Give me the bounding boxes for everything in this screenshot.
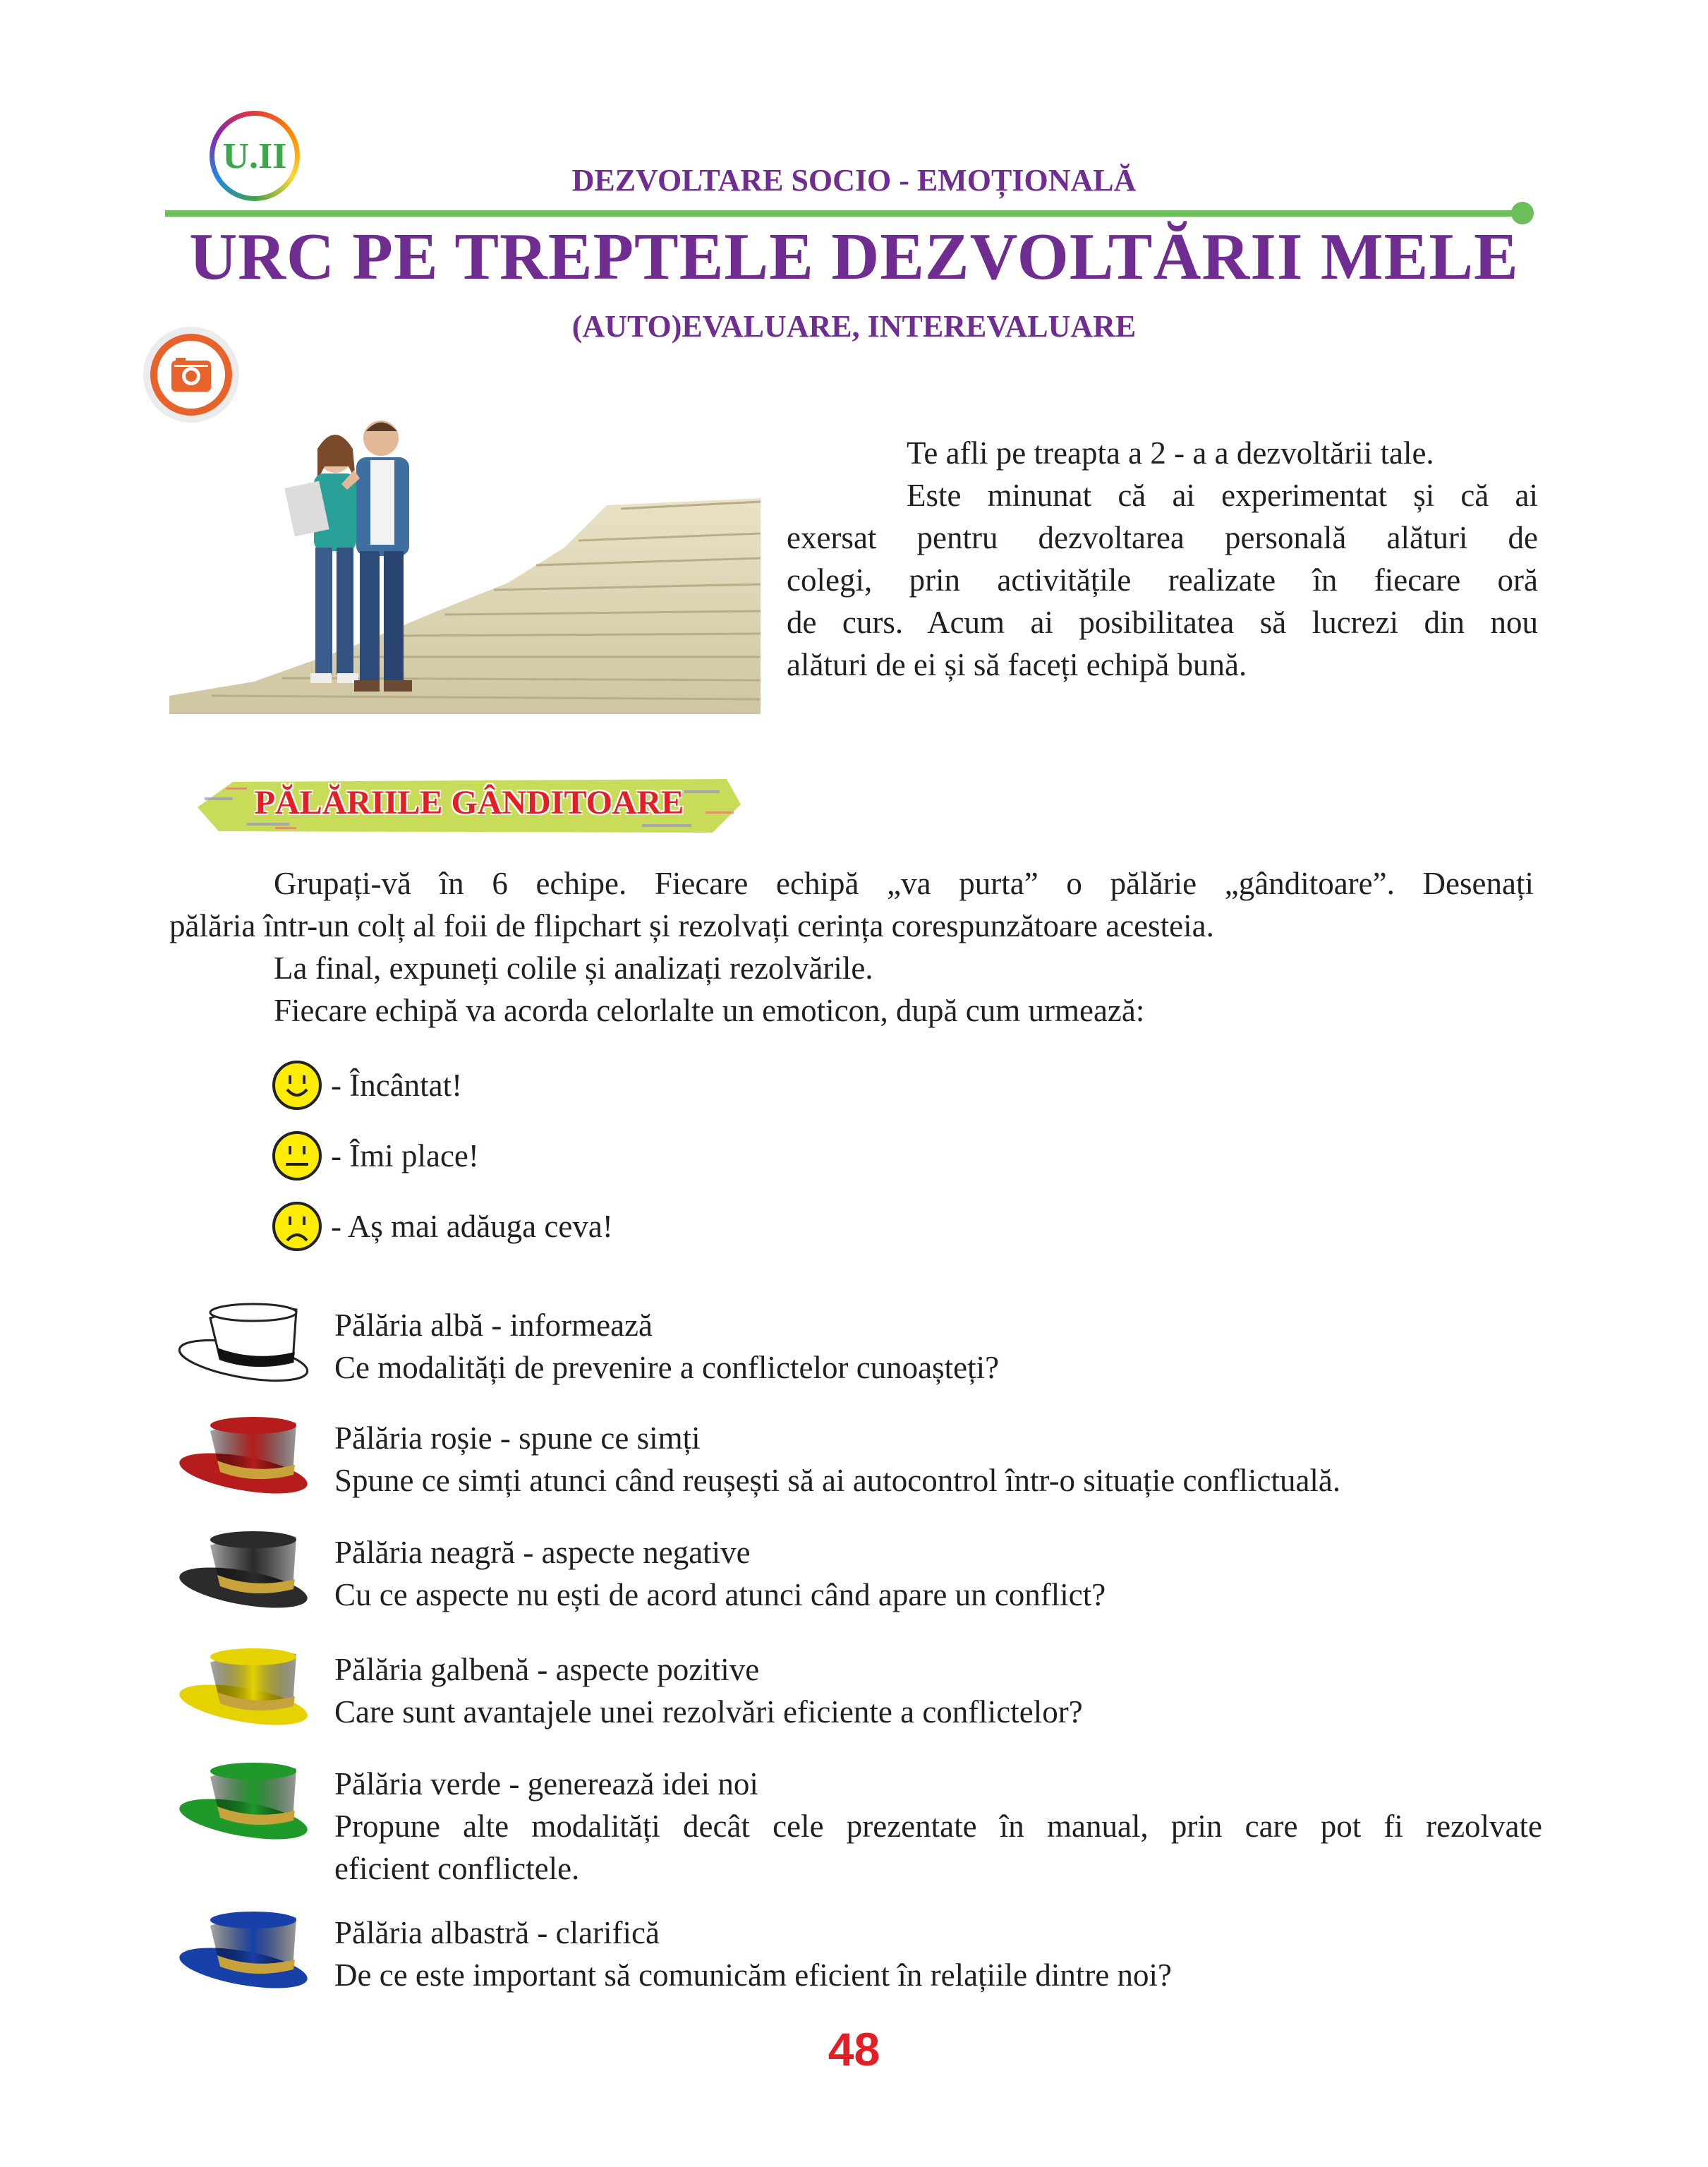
top-hat-icon bbox=[176, 1756, 317, 1847]
hat-description bbox=[334, 1648, 1542, 1733]
hat-title: Pălăria verde - generează idei noi bbox=[334, 1766, 758, 1801]
activity-heading: PĂLĂRIILE GÂNDITOARE bbox=[254, 784, 684, 821]
hat-description bbox=[334, 1531, 1542, 1616]
top-hat-icon bbox=[176, 1641, 317, 1733]
camera-icon bbox=[143, 327, 239, 423]
top-hat-icon bbox=[176, 1297, 317, 1389]
hat-question: eficient conflictele. bbox=[334, 1851, 580, 1886]
hat-question: Care sunt avantajele unei rezolvări eficiente a conflictelor? bbox=[334, 1694, 1083, 1730]
hat-title: Pălăria albastră - clarifică bbox=[334, 1915, 660, 1950]
hat-question: Propune alte modalități decât cele prezentate în manual, prin care pot fi rezolvate bbox=[334, 1809, 1542, 1844]
emoticon-label: - Aș mai adăuga ceva! bbox=[331, 1209, 613, 1244]
page-subtitle: (AUTO)EVALUARE, INTEREVALUARE bbox=[571, 309, 1137, 344]
intro-line: exersat pentru dezvoltarea personală alături de bbox=[787, 520, 1538, 555]
emoticon-label: - Încântat! bbox=[331, 1068, 463, 1103]
hat-description bbox=[334, 1763, 1542, 1890]
emoticon-item bbox=[272, 1061, 462, 1110]
neutral-face-icon bbox=[272, 1130, 322, 1181]
hat-question: Ce modalități de prevenire a conflictelor cunoașteți? bbox=[334, 1350, 1000, 1385]
divider bbox=[165, 210, 1520, 217]
section-label: DEZVOLTARE SOCIO - EMOȚIONALĂ bbox=[571, 163, 1137, 198]
hat-question: De ce este important să comunicăm eficient în relațiile dintre noi? bbox=[334, 1957, 1173, 1993]
hat-description bbox=[334, 1912, 1542, 1996]
emoticon-label: - Îmi place! bbox=[331, 1138, 479, 1173]
instruction-line: Fiecare echipă va acorda celorlalte un emoticon, după cum urmează: bbox=[274, 993, 1145, 1028]
instruction-line: pălăria într-un colț al foii de flipchart și rezolvați cerința corespunzătoare acesteia. bbox=[169, 908, 1214, 943]
intro-line: colegi, prin activitățile realizate în fiecare oră bbox=[787, 562, 1538, 598]
hat-title: Pălăria neagră - aspecte negative bbox=[334, 1535, 751, 1570]
intro-line: Te afli pe treapta a 2 - a a dezvoltării tale. bbox=[907, 435, 1434, 471]
activity-instructions bbox=[169, 862, 1534, 1032]
hat-title: Pălăria roșie - spune ce simți bbox=[334, 1420, 701, 1456]
unit-badge-label: U.II bbox=[214, 116, 295, 196]
hat-title: Pălăria galbenă - aspecte pozitive bbox=[334, 1652, 760, 1687]
hat-question: Cu ce aspecte nu ești de acord atunci când apare un conflict? bbox=[334, 1577, 1106, 1612]
top-hat-icon bbox=[176, 1524, 317, 1616]
hat-question: Spune ce simți atunci când reușești să ai autocontrol într-o situație conflictuală. bbox=[334, 1463, 1341, 1498]
emoticon-item bbox=[272, 1131, 479, 1181]
intro-line: Este minunat că ai experimentat și că ai bbox=[907, 478, 1538, 513]
top-hat-icon bbox=[176, 1905, 317, 1996]
intro-line: alături de ei și să faceți echipă bună. bbox=[787, 647, 1247, 682]
emoticon-item bbox=[272, 1202, 613, 1251]
instruction-line: La final, expuneți colile și analizați rezolvările. bbox=[274, 950, 873, 986]
hat-description bbox=[334, 1417, 1542, 1502]
top-hat-icon bbox=[176, 1410, 317, 1502]
girl-figure bbox=[284, 435, 358, 683]
intro-paragraph bbox=[787, 432, 1538, 686]
smiling-face-icon bbox=[272, 1060, 322, 1111]
instruction-line: Grupați-vă în 6 echipe. Fiecare echipă „va purta” o pălărie „gânditoare”. Desenați bbox=[274, 866, 1534, 901]
intro-line: de curs. Acum ai posibilitatea să lucrezi din nou bbox=[787, 605, 1538, 640]
frowning-face-icon bbox=[272, 1201, 322, 1252]
page-title: URC PE TREPTELE DEZVOLTĂRII MELE bbox=[189, 220, 1519, 294]
hat-title: Pălăria albă - informează bbox=[334, 1308, 653, 1343]
hat-description bbox=[334, 1304, 1542, 1389]
page-number: 48 bbox=[828, 2023, 880, 2075]
students-on-stairs-image bbox=[169, 414, 761, 714]
